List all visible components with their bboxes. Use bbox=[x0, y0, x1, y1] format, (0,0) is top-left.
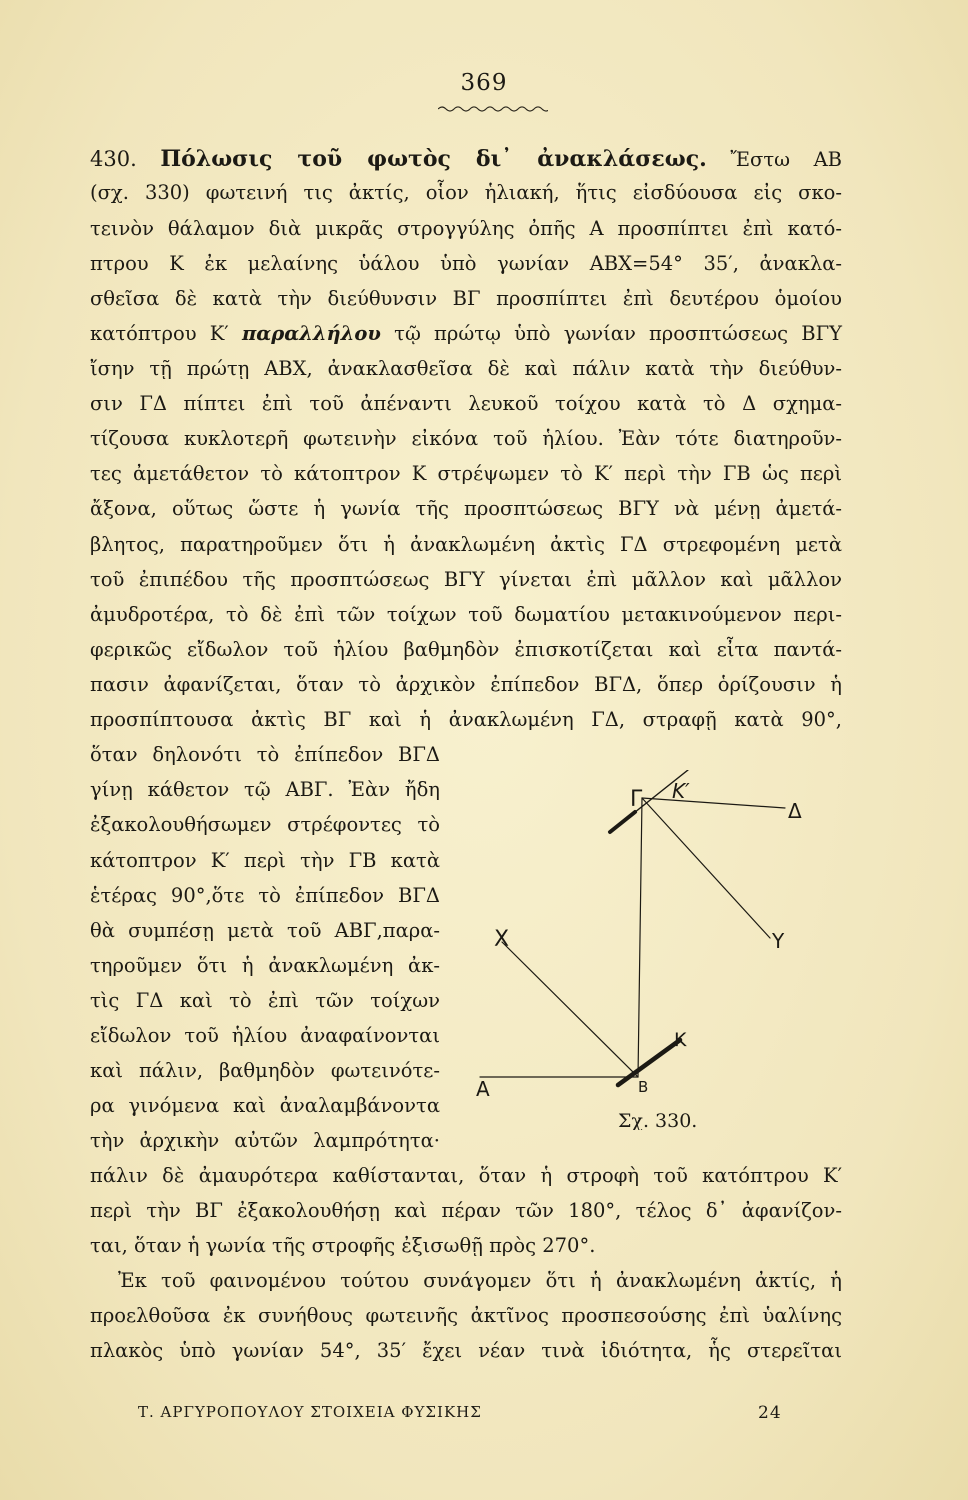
page-number: 369 bbox=[460, 70, 508, 96]
text-line: ὅταν δηλονότι τὸ ἐπίπεδον ΒΓΔ bbox=[90, 743, 440, 766]
text-line: καὶ πάλιν, βαθμηδὸν φωτεινότε- bbox=[90, 1059, 440, 1082]
text-line: τίζουσα κυκλοτερῆ φωτεινὴν εἰκόνα τοῦ ἡλίου. Ἐὰν τότε διατηροῦν- bbox=[90, 427, 842, 450]
normal-x bbox=[502, 942, 638, 1077]
text-line: ται, ὅταν ἡ γωνία τῆς στροφῆς ἐξισωθῇ πρὸς 270°. bbox=[90, 1234, 596, 1257]
label-k-prime: Κ′ bbox=[672, 779, 690, 803]
text-line: κάτοπτρον Κ′ περὶ τὴν ΓΒ κατὰ bbox=[90, 849, 440, 872]
text-line: σθεῖσα δὲ κατὰ τὴν διεύθυνσιν ΒΓ προσπίπτει ἐπὶ δευτέρου ὁμοίου bbox=[90, 287, 842, 310]
figure-caption: Σχ. 330. bbox=[618, 1110, 698, 1130]
label-b: Β bbox=[638, 1078, 649, 1096]
normal-y bbox=[642, 798, 770, 938]
mirror-k bbox=[618, 1040, 680, 1085]
emphasis-word: παραλλήλου bbox=[241, 322, 381, 345]
text-line: προελθοῦσα ἐκ συνήθους φωτεινῆς ἀκτῖνος προσπεσούσης ἐπὶ ὑαλίνης bbox=[90, 1304, 842, 1327]
text-line: πτρου Κ ἐκ μελαίνης ὑάλου ὑπὸ γωνίαν ΑΒΧ=54° 35′, ἀνακλα- bbox=[90, 252, 842, 275]
text-line: θὰ συμπέσῃ μετὰ τοῦ ΑΒΓ,παρα- bbox=[90, 919, 440, 942]
text-line: πλακὸς ὑπὸ γωνίαν 54°, 35′ ἔχει νέαν τινὰ ἰδιότητα, ἧς στερεῖται bbox=[90, 1339, 842, 1362]
text-line: τὴν ἀρχικὴν αὐτῶν λαμπρότητα· bbox=[90, 1129, 440, 1152]
text-line: φερικῶς εἴδωλον τοῦ ἡλίου βαθμηδὸν ἐπισκοτίζεται καὶ εἶτα παντά- bbox=[90, 638, 842, 661]
text-line: περὶ τὴν ΒΓ ἐξακολουθήσῃ καὶ πέραν τῶν 180°, τέλος δ᾿ ἀφανίζον- bbox=[90, 1199, 842, 1222]
text-line-with-emphasis bbox=[90, 324, 842, 344]
text-line: τεινὸν θάλαμον διὰ μικρᾶς στρογγύλης ὀπῆς Α προσπίπτει ἐπὶ κατό- bbox=[90, 217, 842, 240]
footer-signature: 24 bbox=[758, 1403, 782, 1423]
text-line: ἐξακολουθήσωμεν στρέφοντες τὸ bbox=[90, 813, 440, 836]
text-line: (σχ. 330) φωτεινή τις ἀκτίς, οἷον ἡλιακή, ἥτις εἰσδύουσα εἰς σκο- bbox=[90, 181, 842, 204]
text-fragment: τῷ πρώτῳ ὑπὸ γωνίαν προσπτώσεως ΒΓΥ bbox=[394, 322, 842, 345]
text-line: εἴδωλον τοῦ ἡλίου ἀναφαίνονται bbox=[90, 1024, 440, 1047]
text-fragment: κατόπτρου Κ′ bbox=[90, 322, 229, 345]
mirror-k-prime bbox=[610, 812, 635, 832]
text-line: ἄξονα, οὕτως ὥστε ἡ γωνία τῆς προσπτώσεως ΒΓΥ νὰ μένῃ ἀμετά- bbox=[90, 497, 842, 520]
section-heading bbox=[90, 148, 842, 170]
text-line: προσπίπτουσα ἀκτὶς ΒΓ καὶ ἡ ἀνακλωμένη ΓΔ, στραφῇ κατὰ 90°, bbox=[90, 708, 842, 731]
text-line: πάλιν δὲ ἀμαυρότερα καθίστανται, ὅταν ἡ στροφὴ τοῦ κατόπτρου Κ′ bbox=[90, 1164, 842, 1187]
section-number: 430. bbox=[90, 147, 137, 171]
label-x: Χ bbox=[494, 927, 510, 952]
text-line: τὶς ΓΔ καὶ τὸ ἐπὶ τῶν τοίχων bbox=[90, 989, 440, 1012]
ornament-icon bbox=[438, 104, 548, 114]
text-line: ρα γινόμενα καὶ ἀναλαμβάνοντα bbox=[90, 1094, 440, 1117]
text-line: πασιν ἀφανίζεται, ὅταν τὸ ἀρχικὸν ἐπίπεδον ΒΓΔ, ὅπερ ὁρίζουσιν ἡ bbox=[90, 673, 842, 696]
section-title: Πόλωσις τοῦ φωτὸς δι᾿ ἀνακλάσεως. bbox=[160, 146, 707, 172]
text-line: Ἔστω ΑΒ bbox=[730, 148, 842, 171]
text-line: ἑτέρας 90°,ὅτε τὸ ἐπίπεδον ΒΓΔ bbox=[90, 884, 440, 907]
text-line: τοῦ ἐπιπέδου τῆς προσπτώσεως ΒΓΥ γίνεται ἐπὶ μᾶλλον καὶ μᾶλλον bbox=[90, 568, 842, 591]
figure-330 bbox=[470, 770, 830, 1130]
label-delta: Δ bbox=[788, 799, 802, 823]
ray-bg bbox=[638, 798, 642, 1077]
text-line: Ἐκ τοῦ φαινομένου τούτου συνάγομεν ὅτι ἡ ἀνακλωμένη ἀκτίς, ἡ bbox=[118, 1269, 842, 1292]
text-line: γίνῃ κάθετον τῷ ΑΒΓ. Ἐὰν ἤδη bbox=[90, 778, 440, 801]
label-a: Α bbox=[476, 1077, 490, 1101]
text-line: ἴσην τῇ πρώτῃ ΑΒΧ, ἀνακλασθεῖσα δὲ καὶ πάλιν κατὰ τὴν διεύθυν- bbox=[90, 357, 842, 380]
text-line: τηροῦμεν ὅτι ἡ ἀνακλωμένη ἀκ- bbox=[90, 954, 440, 977]
text-line: βλητος, παρατηροῦμεν ὅτι ἡ ἀνακλωμένη ἀκτὶς ΓΔ στρεφομένη μετὰ bbox=[90, 533, 842, 556]
label-gamma: Γ bbox=[630, 787, 643, 812]
ray-gd bbox=[642, 798, 785, 808]
text-line: σιν ΓΔ πίπτει ἐπὶ τοῦ ἀπέναντι λευκοῦ τοίχου κατὰ τὸ Δ σχημα- bbox=[90, 392, 842, 415]
label-y: Υ bbox=[772, 929, 785, 953]
label-k: Κ bbox=[674, 1029, 687, 1051]
text-line: ἀμυδροτέρα, τὸ δὲ ἐπὶ τῶν τοίχων τοῦ δωματίου μετακινούμενον περι- bbox=[90, 603, 842, 626]
text-line: τες ἀμετάθετον τὸ κάτοπτρον Κ στρέψωμεν τὸ Κ′ περὶ τὴν ΓΒ ὡς περὶ bbox=[90, 462, 842, 485]
footer-title: Τ. ΑΡΓΥΡΟΠΟΥΛΟΥ ΣΤΟΙΧΕΙΑ ΦΥΣΙΚΗΣ bbox=[138, 1403, 482, 1421]
